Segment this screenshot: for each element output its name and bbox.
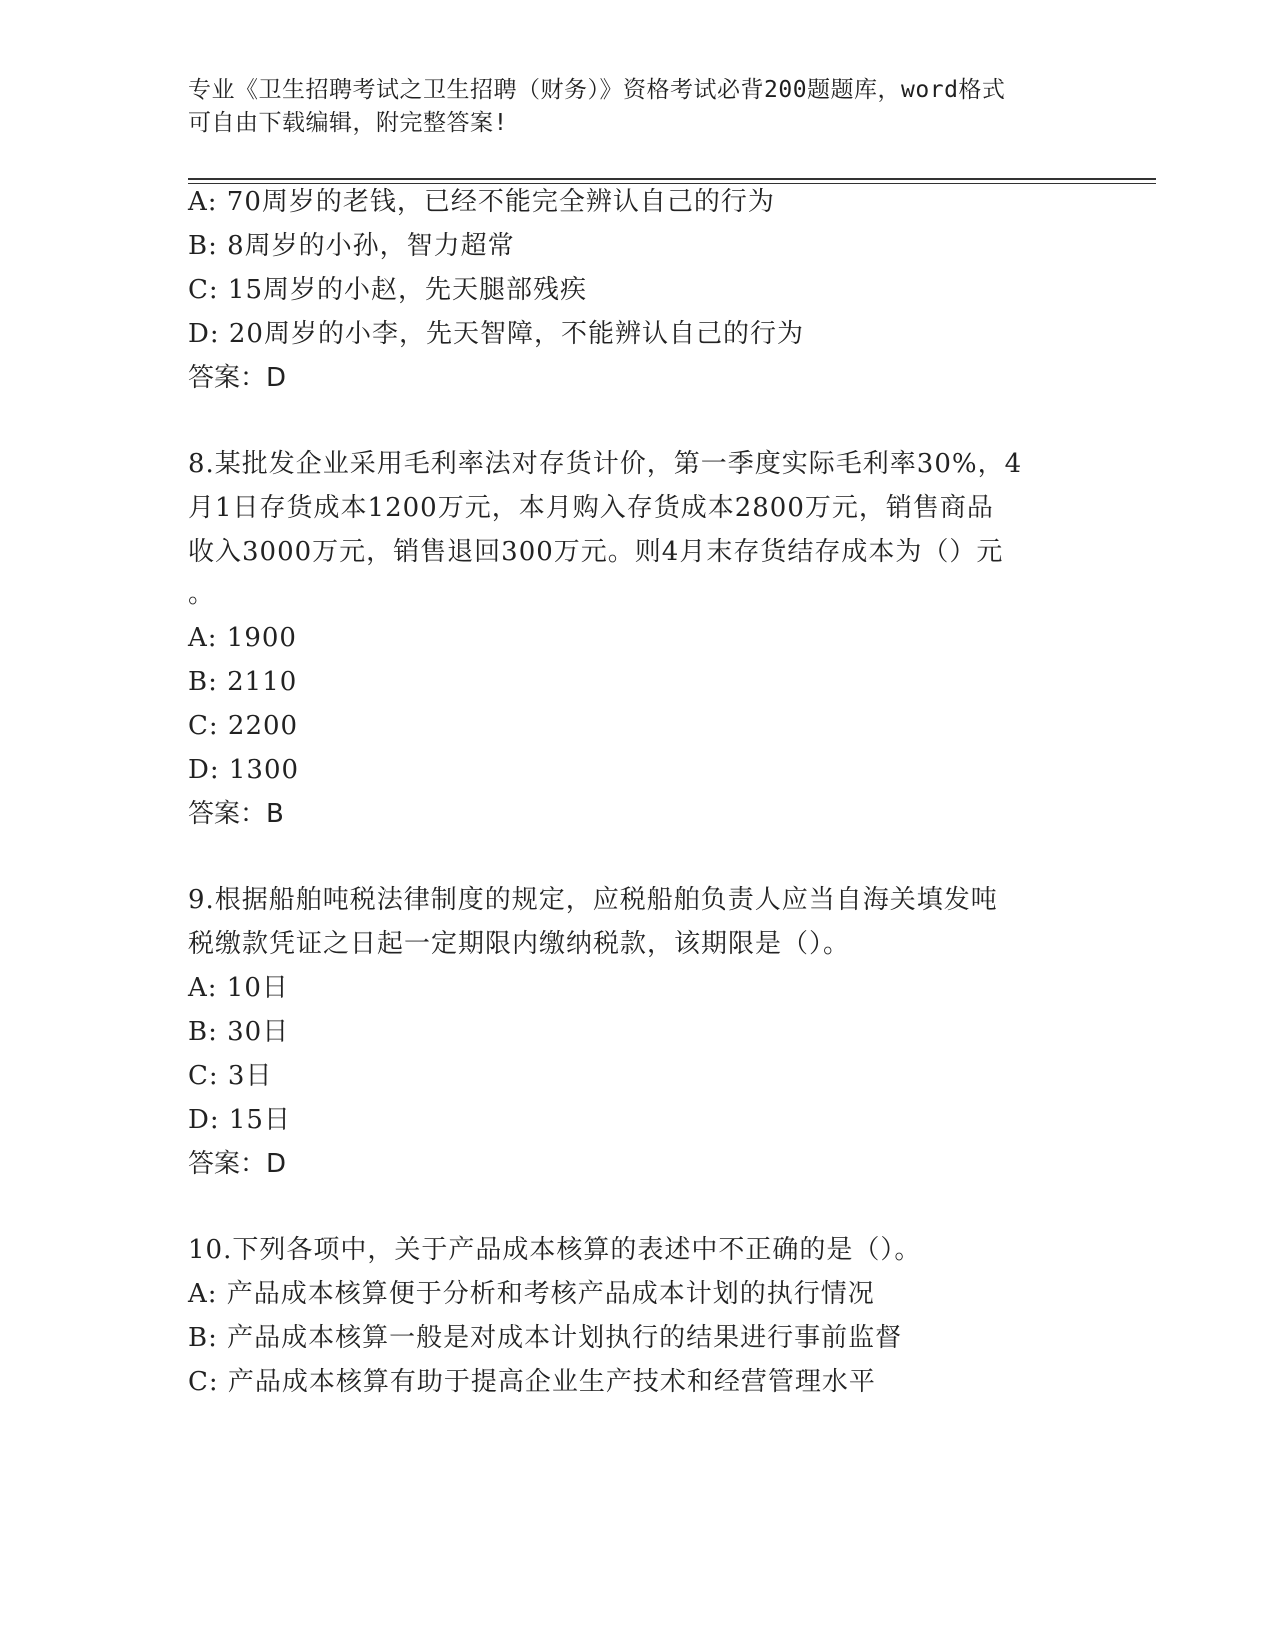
q8-option-b: B: 2110: [188, 667, 298, 697]
q7-option-d: D: 20周岁的小李，先天智障，不能辨认自己的行为: [188, 319, 804, 349]
q7-answer: 答案：D: [188, 363, 287, 393]
header-line-2: 可自由下载编辑，附完整答案!: [188, 110, 508, 136]
q9-answer: 答案：D: [188, 1149, 287, 1179]
q10-option-b: B: 产品成本核算一般是对成本计划执行的结果进行事前监督: [188, 1323, 903, 1353]
q9-option-d: D: 15日: [188, 1105, 291, 1135]
q10-option-a: A: 产品成本核算便于分析和考核产品成本计划的执行情况: [188, 1279, 875, 1309]
q9-option-a: A: 10日: [188, 973, 289, 1003]
q7-option-a: A: 70周岁的老钱，已经不能完全辨认自己的行为: [188, 187, 775, 217]
q8-option-a: A: 1900: [188, 623, 297, 653]
q9-stem-line-2: 税缴款凭证之日起一定期限内缴纳税款，该期限是（）。: [188, 929, 851, 959]
document-header: [188, 74, 1088, 140]
q8-stem-line-3: 收入3000万元，销售退回300万元。则4月末存货结存成本为（）元: [188, 537, 1004, 567]
q8-stem-line-1: 8.某批发企业采用毛利率法对存货计价，第一季度实际毛利率30%，4: [188, 449, 1023, 479]
q7-option-b: B: 8周岁的小孙，智力超常: [188, 231, 515, 261]
q7-option-c: C: 15周岁的小赵，先天腿部残疾: [188, 275, 588, 305]
header-line-1: 专业《卫生招聘考试之卫生招聘（财务）》资格考试必背200题题库，word格式: [188, 77, 1006, 103]
q8-stem-line-2: 月1日存货成本1200万元，本月购入存货成本2800万元，销售商品: [188, 493, 994, 523]
q9-option-b: B: 30日: [188, 1017, 290, 1047]
q9-option-c: C: 3日: [188, 1061, 273, 1091]
q9-stem-line-1: 9.根据船舶吨税法律制度的规定，应税船舶负责人应当自海关填发吨: [188, 885, 998, 915]
q10-stem-line-1: 10.下列各项中，关于产品成本核算的表述中不正确的是（）。: [188, 1235, 922, 1265]
q8-answer: 答案：B: [188, 799, 284, 829]
q8-option-c: C: 2200: [188, 711, 299, 741]
q8-option-d: D: 1300: [188, 755, 300, 785]
q8-stem-line-4: 。: [188, 579, 216, 609]
q10-option-c: C: 产品成本核算有助于提高企业生产技术和经营管理水平: [188, 1367, 876, 1397]
header-divider: [188, 178, 1156, 184]
